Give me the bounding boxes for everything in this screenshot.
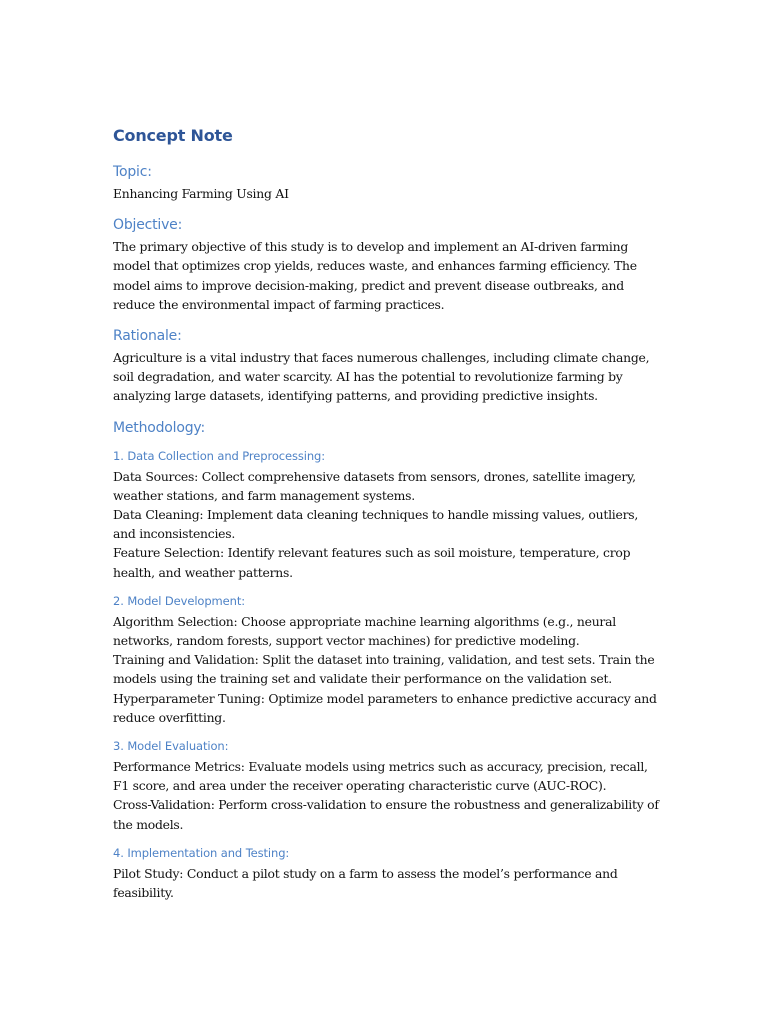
rationale-text: Agriculture is a vital industry that faces numerous challenges, including climate change, soil degradation, and water scarcity. AI has the potential to revolutionize farming by analyzing large datasets, identifying patterns, and providing predictive insights. bbox=[113, 350, 650, 404]
step-4-item-pilot-study: Pilot Study: Conduct a pilot study on a farm to assess the model’s performance and feasibility. bbox=[113, 865, 618, 901]
objective-heading: Objective: bbox=[113, 217, 183, 234]
step-2-item-training-validation: Training and Validation: Split the dataset into training, validation, and test sets. Train the models using the training set and validate their performance on the validation set. bbox=[113, 652, 655, 687]
document-title: Concept Note bbox=[113, 126, 233, 145]
step-2-item-hyperparameter-tuning: Hyperparameter Tuning: Optimize model parameters to enhance predictive accuracy and reduce overfitting. bbox=[113, 690, 657, 725]
objective-text: The primary objective of this study is to develop and implement an AI-driven farming model that optimizes crop yields, reduces waste, and enhances farming efficiency. The model aims to improve decision-making, predict and prevent disease outbreaks, and reduce the environmental impact of farming practices. bbox=[113, 239, 637, 312]
topic-text: Enhancing Farming Using AI bbox=[113, 186, 289, 201]
document-body bbox=[113, 126, 661, 902]
step-1-heading: 1. Data Collection and Preprocessing: bbox=[113, 448, 326, 463]
step-3-item-performance-metrics: Performance Metrics: Evaluate models using metrics such as accuracy, precision, recall, F1 score, and area under the receiver operating characteristic curve (AUC-ROC). bbox=[113, 759, 648, 794]
methodology-heading: Methodology: bbox=[113, 419, 205, 436]
step-1-item-data-sources: Data Sources: Collect comprehensive datasets from sensors, drones, satellite imagery, weather stations, and farm management systems. bbox=[113, 468, 636, 503]
rationale-heading: Rationale: bbox=[113, 328, 182, 345]
step-2-heading: 2. Model Development: bbox=[113, 593, 246, 608]
step-3-heading: 3. Model Evaluation: bbox=[113, 739, 229, 754]
step-4-heading: 4. Implementation and Testing: bbox=[113, 845, 290, 860]
step-1-item-data-cleaning: Data Cleaning: Implement data cleaning techniques to handle missing values, outliers, and inconsistencies. bbox=[113, 507, 639, 542]
step-2-item-algorithm-selection: Algorithm Selection: Choose appropriate machine learning algorithms (e.g., neural networks, random forests, support vector machines) for predictive modeling. bbox=[113, 613, 616, 649]
step-1-item-feature-selection: Feature Selection: Identify relevant features such as soil moisture, temperature, crop health, and weather patterns. bbox=[113, 545, 631, 580]
topic-heading: Topic: bbox=[113, 164, 152, 180]
step-3-item-cross-validation: Cross-Validation: Perform cross-validation to ensure the robustness and generalizability of the models. bbox=[113, 797, 659, 832]
